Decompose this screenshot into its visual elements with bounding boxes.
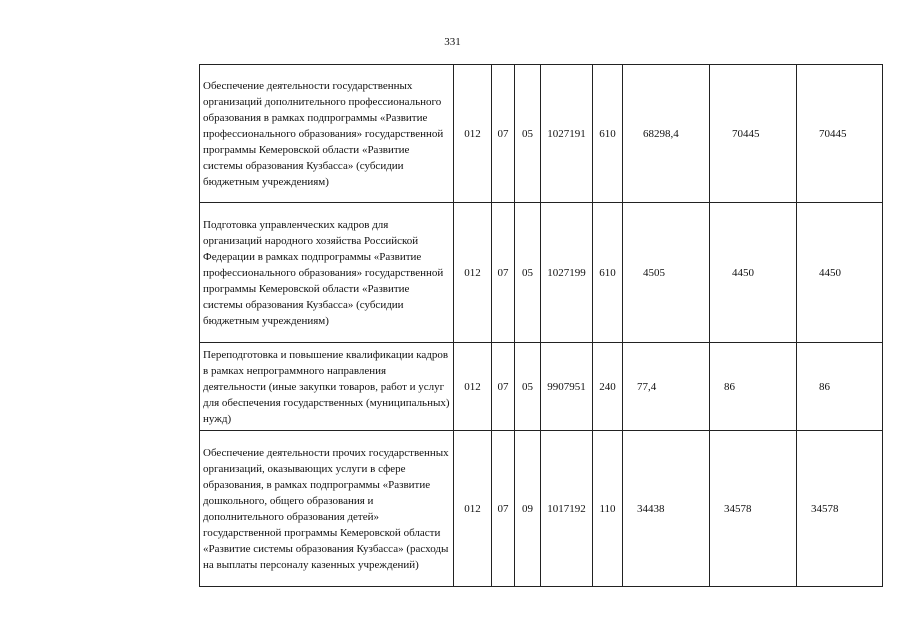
amount-year-1: 77,4 — [623, 343, 710, 431]
section-code: 07 — [492, 343, 515, 431]
subsection-code: 05 — [515, 203, 541, 343]
expense-type-code: 240 — [593, 343, 623, 431]
subsection-code: 05 — [515, 65, 541, 203]
target-code: 1027191 — [541, 65, 593, 203]
section-code: 07 — [492, 431, 515, 587]
amount-year-3: 70445 — [797, 65, 883, 203]
amount-year-2: 70445 — [710, 65, 797, 203]
ministry-code: 012 — [454, 343, 492, 431]
table-row — [200, 431, 883, 587]
section-code: 07 — [492, 65, 515, 203]
amount-year-2: 4450 — [710, 203, 797, 343]
amount-year-2: 86 — [710, 343, 797, 431]
expense-type-code: 610 — [593, 203, 623, 343]
amount-year-1: 34438 — [623, 431, 710, 587]
subsection-code: 09 — [515, 431, 541, 587]
target-code: 1017192 — [541, 431, 593, 587]
ministry-code: 012 — [454, 65, 492, 203]
row-description: Подготовка управленческих кадров для организаций народного хозяйства Российской Федерации в рамках подпрограммы «Развитие профессионального образования» государственной программы Кемеровской области «Развитие системы образования Кузбасса» (субсидии бюджетным учреждениям) — [200, 203, 454, 343]
ministry-code: 012 — [454, 203, 492, 343]
ministry-code: 012 — [454, 431, 492, 587]
subsection-code: 05 — [515, 343, 541, 431]
amount-year-1: 4505 — [623, 203, 710, 343]
row-description: Переподготовка и повышение квалификации кадров в рамках непрограммного направления деятельности (иные закупки товаров, работ и услуг для обеспечения государственных (муниципальных) нужд) — [200, 343, 454, 431]
page-number: 331 — [444, 36, 461, 48]
target-code: 9907951 — [541, 343, 593, 431]
expense-type-code: 610 — [593, 65, 623, 203]
budget-table — [199, 64, 883, 587]
section-code: 07 — [492, 203, 515, 343]
amount-year-1: 68298,4 — [623, 65, 710, 203]
amount-year-3: 86 — [797, 343, 883, 431]
row-description: Обеспечение деятельности прочих государственных организаций, оказывающих услуги в сфере образования, в рамках подпрограммы «Развитие дошкольного, общего образования и дополнительного образования детей» государственной программы Кемеровской области «Развитие системы образования Кузбасса» (расходы на выплаты персоналу казенных учреждений) — [200, 431, 454, 587]
table-row — [200, 65, 883, 203]
expense-type-code: 110 — [593, 431, 623, 587]
table-row — [200, 343, 883, 431]
target-code: 1027199 — [541, 203, 593, 343]
row-description: Обеспечение деятельности государственных организаций дополнительного профессионального образования в рамках подпрограммы «Развитие профессионального образования» государственной программы Кемеровской области «Развитие системы образования Кузбасса» (субсидии бюджетным учреждениям) — [200, 65, 454, 203]
table-row — [200, 203, 883, 343]
amount-year-2: 34578 — [710, 431, 797, 587]
amount-year-3: 34578 — [797, 431, 883, 587]
amount-year-3: 4450 — [797, 203, 883, 343]
